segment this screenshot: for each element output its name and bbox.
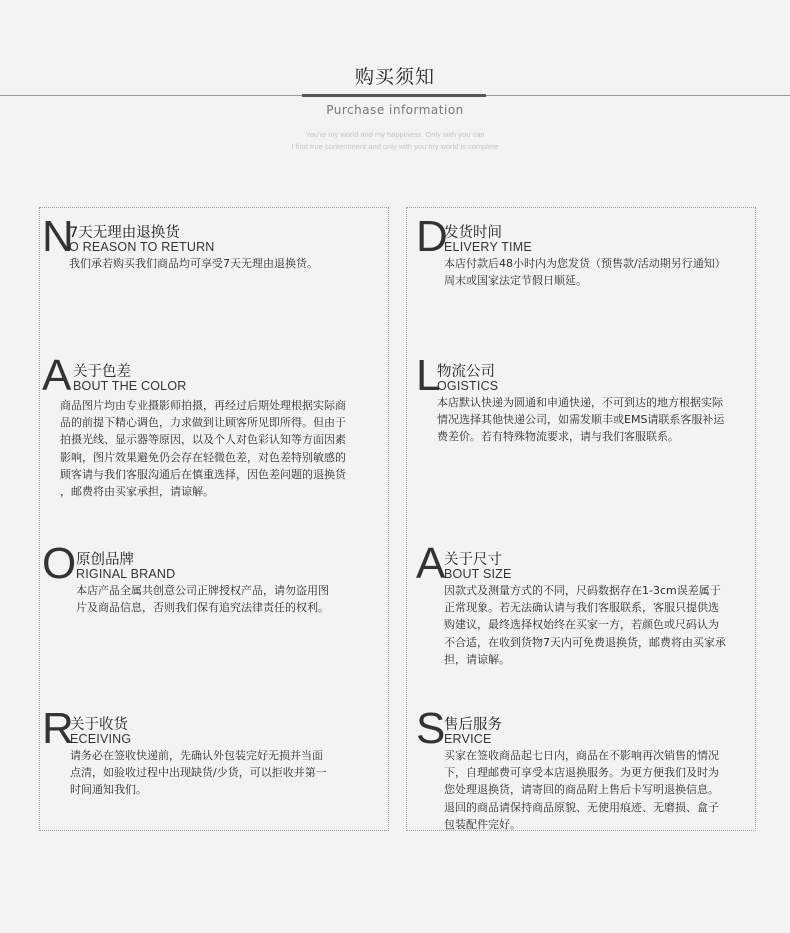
body-line: 退回的商品请保持商品原貌、无使用痕迹、无磨损、盒子 (444, 800, 719, 814)
initial-letter: O (42, 539, 77, 588)
section-title: 关于收货 (70, 717, 128, 733)
body-line: 商品图片均由专业摄影师拍摄，再经过后期处理根据实际商 (60, 399, 346, 412)
initial-letter: N (42, 212, 74, 261)
body-line: 片及商品信息，否则我们保有追究法律责任的权利。 (76, 601, 329, 615)
body-line: 本店产品全属共创意公司正牌授权产品，请勿盗用图 (76, 584, 329, 597)
section-body (69, 255, 318, 272)
body-line: 本店付款后48小时内为您发货（预售款/活动期另行通知） (444, 257, 726, 270)
page-subtitle: Purchase information (326, 103, 464, 117)
body-line: 我们承若购买我们商品均可享受7天无理由退换货。 (69, 257, 318, 270)
section-body (60, 397, 346, 500)
body-line: 费差价。若有特殊物流要求，请与我们客服联系。 (437, 430, 679, 444)
body-line: 购建议，最终选择权始终在买家一方，若颜色或尺码认为 (444, 618, 719, 632)
body-line: 正常现象。若无法确认请与我们客服联系，客服只提供选 (444, 601, 719, 615)
body-line: 周末或国家法定节假日顺延。 (444, 274, 587, 288)
left-info-panel (39, 207, 389, 831)
section-body (444, 255, 726, 289)
section-title: 关于色差 (73, 364, 131, 380)
initial-letter: A (42, 351, 72, 400)
body-line: 拍摄光线、显示器等原因，以及个人对色彩认知等方面因素 (60, 433, 346, 447)
body-line: 包装配件完好。 (444, 817, 521, 831)
body-line: ，邮费将由买家承担，请谅解。 (60, 485, 214, 499)
section-title-en: OGISTICS (437, 379, 499, 393)
body-line: 时间通知我们。 (70, 783, 147, 797)
body-line: 不合适，在收到货物7天内可免费退换货，邮费将由买家承 (444, 635, 726, 649)
tagline-line-2: I find true contentment and only with you my world is complete (291, 142, 499, 151)
body-line: 担，请谅解。 (444, 652, 510, 666)
initial-letter: S (416, 704, 446, 753)
body-line: 请务必在签收快递前，先确认外包装完好无损并当面 (70, 749, 323, 762)
body-line: 顾客请与我们客服沟通后在慎重选择，因色差问题的退换货 (60, 467, 346, 481)
initial-letter: L (416, 351, 441, 400)
body-line: 下，自理邮费可享受本店退换服务。为更方便我们及时为 (444, 766, 719, 780)
section-title-en: BOUT SIZE (444, 567, 512, 581)
section-title: 发货时间 (444, 225, 502, 241)
section-title: 7天无理由退换货 (69, 225, 180, 241)
body-line: 因款式及测量方式的不同，尺码数据存在1-3cm误差属于 (444, 584, 721, 597)
section-body (70, 747, 327, 799)
initial-letter: R (42, 704, 74, 753)
initial-letter: D (416, 212, 448, 261)
section-body (444, 747, 719, 833)
section-title-en: O REASON TO RETURN (69, 240, 215, 254)
section-title: 物流公司 (437, 364, 495, 380)
right-info-panel (406, 207, 756, 831)
section-title-en: ERVICE (444, 732, 492, 746)
header-divider-accent (302, 94, 486, 97)
body-line: 买家在签收商品起七日内，商品在不影响再次销售的情况 (444, 749, 719, 762)
tagline-line-1: You're my world and my happiness. Only with you can (305, 130, 485, 139)
body-line: 影响，图片效果避免仍会存在轻微色差，对色差特别敏感的 (60, 450, 346, 464)
section-body (444, 582, 726, 668)
section-title: 原创品牌 (76, 552, 134, 568)
section-body (76, 582, 329, 616)
body-line: 情况选择其他快递公司，如需发顺丰或EMS请联系客服补运 (437, 413, 725, 427)
section-title: 售后服务 (444, 717, 502, 733)
section-title-en: BOUT THE COLOR (73, 379, 187, 393)
body-line: 品的前提下精心调色，力求做到让顾客所见即所得。但由于 (60, 416, 346, 430)
section-title-en: ECEIVING (70, 732, 132, 746)
page-title: 购买须知 (354, 66, 435, 88)
initial-letter: A (416, 539, 446, 588)
section-title-en: RIGINAL BRAND (76, 567, 176, 581)
body-line: 点清，如验收过程中出现缺货/少货，可以拒收并第一 (70, 766, 327, 780)
section-body (437, 394, 724, 446)
body-line: 本店默认快递为圆通和申通快递，不可到达的地方根据实际 (437, 396, 723, 409)
body-line: 您处理退换货，请寄回的商品附上售后卡写明退换信息。 (444, 783, 719, 797)
section-title-en: ELIVERY TIME (444, 240, 532, 254)
section-title: 关于尺寸 (444, 552, 502, 568)
